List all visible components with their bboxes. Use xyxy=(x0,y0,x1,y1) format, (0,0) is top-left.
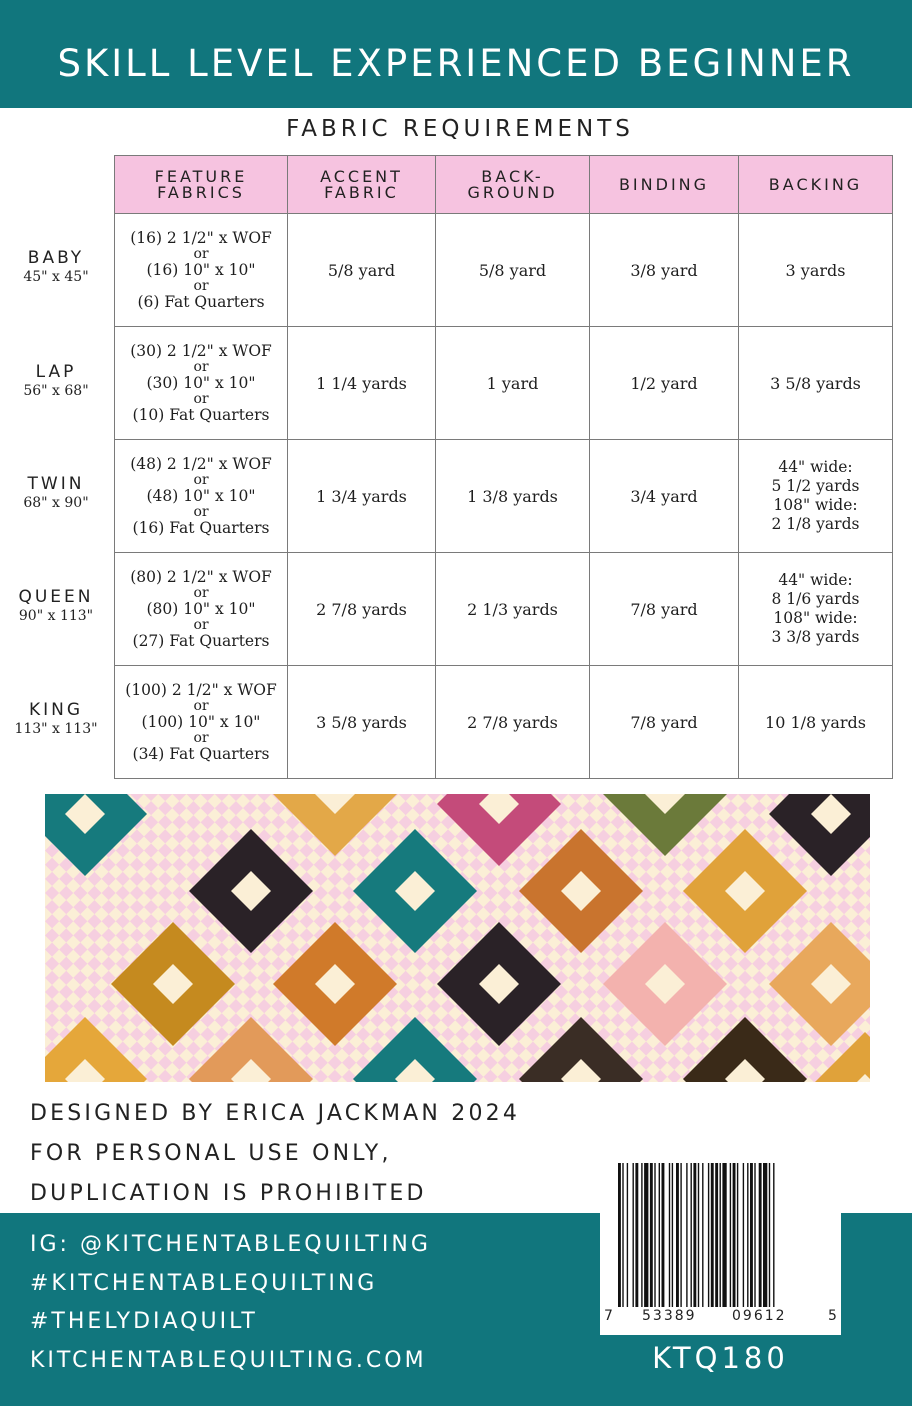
background-cell: 2 7/8 yards xyxy=(436,666,590,779)
barcode-bar xyxy=(633,1163,634,1307)
hashtag-thelydiaquilt[interactable]: #THELYDIAQUILT xyxy=(30,1309,258,1334)
skill-level-heading: SKILL LEVEL EXPERIENCED BEGINNER xyxy=(57,42,855,85)
barcode-bar xyxy=(669,1163,670,1307)
binding-cell: 3/8 yard xyxy=(590,214,739,327)
backing-cell: 3 5/8 yards xyxy=(739,327,893,440)
barcode-bar xyxy=(702,1163,703,1307)
barcode-bar xyxy=(720,1163,721,1307)
barcode-bar xyxy=(686,1163,687,1307)
barcode-bar xyxy=(733,1163,736,1307)
column-header-binding: BINDING xyxy=(590,156,739,214)
backing-cell: 44" wide: 5 1/2 yards 108" wide: 2 1/8 yards xyxy=(739,440,893,553)
barcode-bar xyxy=(763,1163,767,1307)
column-header-backing: BACKING xyxy=(739,156,893,214)
background-cell: 2 1/3 yards xyxy=(436,553,590,666)
accent-fabric-cell: 2 7/8 yards xyxy=(288,553,436,666)
barcode-bar xyxy=(698,1163,699,1307)
barcode-bar xyxy=(737,1163,738,1307)
quilt-illustration xyxy=(45,794,870,1082)
background-cell: 5/8 yard xyxy=(436,214,590,327)
barcode-digits-right: 09612 xyxy=(732,1308,787,1324)
personal-use-notice: FOR PERSONAL USE ONLY, xyxy=(30,1141,392,1166)
backing-cell: 3 yards xyxy=(739,214,893,327)
barcode-bar xyxy=(644,1163,648,1307)
quilt-photo xyxy=(45,794,870,1082)
table-row xyxy=(115,440,893,553)
barcode-bar xyxy=(627,1163,628,1307)
binding-cell: 7/8 yard xyxy=(590,666,739,779)
barcode-bar xyxy=(711,1163,714,1307)
barcode-bar xyxy=(680,1163,681,1307)
barcode-digits-left: 53389 xyxy=(642,1308,697,1324)
row-label-queen xyxy=(0,587,112,625)
backing-cell: 10 1/8 yards xyxy=(739,666,893,779)
table-row xyxy=(115,666,893,779)
binding-cell: 3/4 yard xyxy=(590,440,739,553)
row-label-baby xyxy=(0,248,112,286)
accent-fabric-cell: 3 5/8 yards xyxy=(288,666,436,779)
product-sku: KTQ180 xyxy=(652,1341,789,1375)
column-header-accent-fabric: ACCENT FABRIC xyxy=(288,156,436,214)
website-link[interactable]: KITCHENTABLEQUILTING.COM xyxy=(30,1347,427,1373)
background-cell: 1 3/8 yards xyxy=(436,440,590,553)
instagram-handle[interactable]: IG: @KITCHENTABLEQUILTING xyxy=(30,1232,431,1257)
barcode-bar xyxy=(693,1163,696,1307)
barcode-bar xyxy=(708,1163,709,1307)
row-size-dimensions: 68" x 90" xyxy=(23,495,89,511)
background-cell: 1 yard xyxy=(436,327,590,440)
barcode-bar xyxy=(691,1163,692,1307)
row-size-name: LAP xyxy=(35,362,77,382)
accent-fabric-cell: 1 1/4 yards xyxy=(288,327,436,440)
row-label-lap xyxy=(0,362,112,400)
barcode xyxy=(600,1157,841,1335)
barcode-bar xyxy=(650,1163,653,1307)
table-row xyxy=(115,553,893,666)
table-row xyxy=(115,327,893,440)
barcode-bar xyxy=(773,1163,774,1307)
backing-cell: 44" wide: 8 1/6 yards 108" wide: 3 3/8 yards xyxy=(739,553,893,666)
hashtag-kitchentablequilting[interactable]: #KITCHENTABLEQUILTING xyxy=(30,1270,378,1296)
row-size-name: BABY xyxy=(27,248,85,268)
row-size-dimensions: 56" x 68" xyxy=(23,383,89,399)
barcode-bar xyxy=(662,1163,665,1307)
barcode-bar xyxy=(676,1163,679,1307)
row-size-dimensions: 113" x 113" xyxy=(14,721,98,737)
barcode-digit-leading: 7 xyxy=(604,1308,615,1324)
barcode-bar xyxy=(659,1163,660,1307)
designer-credit: DESIGNED BY ERICA JACKMAN 2024 xyxy=(30,1101,521,1126)
row-label-king xyxy=(0,700,112,738)
column-header-background: BACK- GROUND xyxy=(436,156,590,214)
barcode-digit-trailing: 5 xyxy=(828,1308,839,1324)
accent-fabric-cell: 1 3/4 yards xyxy=(288,440,436,553)
row-size-dimensions: 90" x 113" xyxy=(18,608,94,624)
row-size-name: QUEEN xyxy=(18,587,94,607)
binding-cell: 1/2 yard xyxy=(590,327,739,440)
row-size-name: KING xyxy=(28,700,84,720)
barcode-bar xyxy=(672,1163,673,1307)
fabric-requirements-table xyxy=(114,155,893,779)
feature-fabrics-cell: (30) 2 1/2" x WOF or (30) 10" x 10" or (10) Fat Quarters xyxy=(115,327,288,440)
feature-fabrics-cell: (80) 2 1/2" x WOF or (80) 10" x 10" or (27) Fat Quarters xyxy=(115,553,288,666)
barcode-bar xyxy=(754,1163,755,1307)
feature-fabrics-cell: (100) 2 1/2" x WOF or (100) 10" x 10" or (34) Fat Quarters xyxy=(115,666,288,779)
barcode-bar xyxy=(747,1163,748,1307)
barcode-bar xyxy=(750,1163,753,1307)
binding-cell: 7/8 yard xyxy=(590,553,739,666)
barcode-bar xyxy=(743,1163,744,1307)
barcode-bar xyxy=(622,1163,623,1307)
row-size-name: TWIN xyxy=(27,474,85,494)
row-label-twin xyxy=(0,474,112,512)
feature-fabrics-cell: (48) 2 1/2" x WOF or (48) 10" x 10" or (16) Fat Quarters xyxy=(115,440,288,553)
accent-fabric-cell: 5/8 yard xyxy=(288,214,436,327)
barcode-bar xyxy=(635,1163,638,1307)
barcode-bar xyxy=(618,1163,621,1307)
barcode-bar xyxy=(654,1163,655,1307)
barcode-bar xyxy=(730,1163,731,1307)
barcode-bar xyxy=(715,1163,718,1307)
barcode-bar xyxy=(722,1163,726,1307)
feature-fabrics-cell: (16) 2 1/2" x WOF or (16) 10" x 10" or (6) Fat Quarters xyxy=(115,214,288,327)
social-links xyxy=(30,1226,431,1380)
fabric-requirements-title: FABRIC REQUIREMENTS xyxy=(286,116,634,142)
barcode-bars xyxy=(600,1157,841,1307)
table-header-row xyxy=(115,156,893,214)
barcode-bar xyxy=(641,1163,642,1307)
row-size-dimensions: 45" x 45" xyxy=(23,269,89,285)
barcode-bar xyxy=(759,1163,762,1307)
barcode-bar xyxy=(769,1163,770,1307)
credits-block xyxy=(30,1094,520,1214)
table-row xyxy=(115,214,893,327)
duplication-notice: DUPLICATION IS PROHIBITED xyxy=(30,1181,427,1206)
column-header-feature-fabrics: FEATURE FABRICS xyxy=(115,156,288,214)
